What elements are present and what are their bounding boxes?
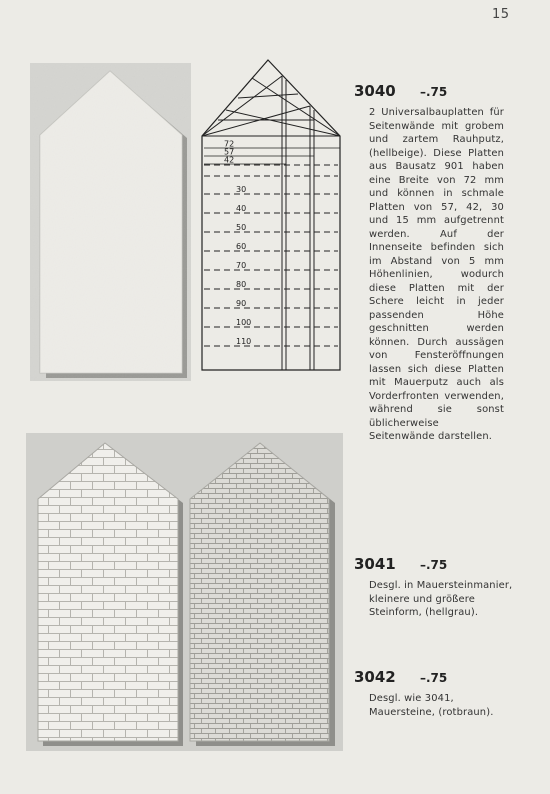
product-price: –.75	[420, 558, 448, 572]
photo-plain-panel	[30, 63, 191, 381]
product-number: 3040	[354, 82, 396, 100]
height-label: 110	[236, 337, 252, 346]
height-label: 90	[236, 299, 247, 308]
height-label: 40	[236, 204, 247, 213]
width-label: 57	[224, 147, 235, 157]
page-number: 15	[492, 7, 510, 22]
height-label: 100	[236, 318, 252, 327]
diagram-svg	[198, 58, 344, 374]
product-price: –.75	[420, 671, 448, 685]
width-label: 42	[224, 155, 235, 165]
plain-panel-image	[30, 63, 191, 381]
height-label: 50	[236, 223, 247, 232]
product-price: –.75	[420, 85, 448, 99]
photo-brick-panels	[26, 433, 343, 751]
product-description: Desgl. wie 3041, Mauersteine, (rotbraun).	[369, 693, 494, 718]
brick-panels-image	[26, 433, 343, 751]
height-label: 80	[236, 280, 247, 289]
height-label: 60	[236, 242, 247, 251]
height-label: 30	[236, 185, 247, 194]
panel-dimension-diagram	[198, 58, 344, 374]
height-label: 70	[236, 261, 247, 270]
product-number: 3041	[354, 555, 396, 573]
product-description: 2 Universalbauplatten für Seitenwände mit grobem und zartem Rauhputz, (hellbeige). Diese Platten aus Bausatz 901 haben eine Breite von 72 mm und können in schmale Platten von 57, 42, 30 und 15 mm aufgetrennt werden. Auf der Innenseite befinden sich im Abstand von 5 mm Höhenlinien, wodurch diese Platten mit der Schere leicht in jeder passenden Höhe geschnitten werden können. Durch aussägen von Fensteröffnungen lassen sich diese Platten mit Mauerputz auch als Vorderfronten verwenden, während sie sonst üblicherweise Seitenwände darstellen.	[369, 107, 504, 442]
product-3040	[354, 82, 504, 444]
product-3042	[354, 668, 514, 719]
product-description: Desgl. in Mauersteinmanier, kleinere und größere Steinform, (hellgrau).	[369, 580, 513, 618]
product-number: 3042	[354, 668, 396, 686]
product-3041	[354, 555, 514, 620]
width-label: 72	[224, 139, 235, 149]
